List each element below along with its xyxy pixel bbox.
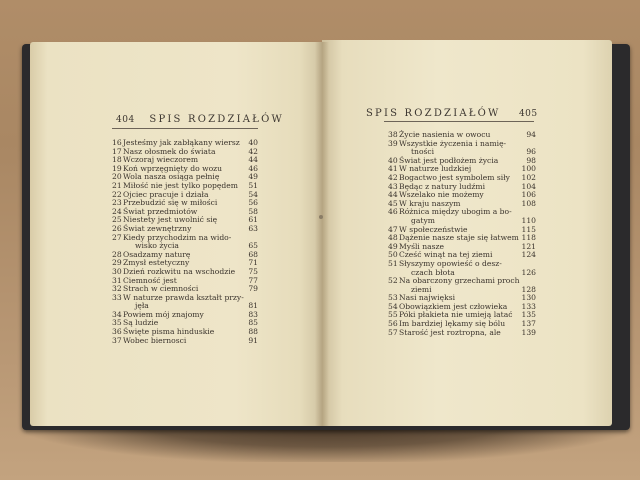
toc-entry-page: 79 xyxy=(248,284,258,294)
toc-entry-page: 77 xyxy=(248,275,258,285)
toc-entry-title: Są ludzie xyxy=(123,318,159,328)
toc-entry-page: 54 xyxy=(248,189,258,199)
toc-entry-page: 85 xyxy=(248,318,258,328)
right-toc-list xyxy=(388,131,536,337)
book-gutter xyxy=(315,42,329,426)
toc-entry-page: 51 xyxy=(248,180,258,190)
toc-entry-title: Myśli nasze xyxy=(399,241,445,251)
toc-entry-page: 106 xyxy=(521,190,536,200)
toc-entry-page: 88 xyxy=(248,327,258,337)
toc-entry-title: Niestety jest uwolnić się xyxy=(123,215,218,225)
binding-thread xyxy=(319,215,323,219)
left-toc-list xyxy=(112,139,258,345)
toc-entry-number: 20 xyxy=(112,172,122,182)
toc-entry-title: Wobec biernosci xyxy=(123,335,187,345)
toc-entry-number: 21 xyxy=(112,180,122,190)
toc-entry-number: 17 xyxy=(112,146,122,156)
toc-entry-number: 50 xyxy=(388,250,398,260)
toc-entry-number: 36 xyxy=(112,327,122,337)
toc-entry-number: 57 xyxy=(388,327,398,337)
toc-entry-page: 108 xyxy=(521,198,536,208)
toc-entry-page: 75 xyxy=(248,266,258,276)
toc-entry-title: Świat jest podłożem życia xyxy=(399,155,499,165)
toc-entry xyxy=(112,337,258,346)
toc-entry-page: 128 xyxy=(521,284,536,294)
toc-entry-title: Powiem mój znajomy xyxy=(123,309,204,319)
toc-entry-number: 23 xyxy=(112,198,122,208)
toc-entry-title: Dzień rozkwitu na wschodzie xyxy=(123,266,236,276)
toc-entry-page: 96 xyxy=(526,147,536,157)
toc-entry-title-continued: ziemi xyxy=(411,284,432,294)
right-page-title: SPIS ROZDZIAŁÓW xyxy=(366,108,501,119)
toc-entry-number: 56 xyxy=(388,319,398,329)
toc-entry-title-continued: tności xyxy=(411,147,435,157)
toc-entry-number: 48 xyxy=(388,233,398,243)
toc-entry-number: 52 xyxy=(388,276,398,286)
toc-entry-number: 16 xyxy=(112,138,122,147)
toc-entry-page: 118 xyxy=(521,233,536,243)
toc-entry-page: 61 xyxy=(248,215,258,225)
toc-entry xyxy=(112,294,258,303)
toc-entry-page: 44 xyxy=(248,155,258,165)
toc-entry-page: 63 xyxy=(248,223,258,233)
right-page-header xyxy=(366,108,538,119)
toc-entry-page: 46 xyxy=(248,163,258,173)
toc-entry-title: W naturze ludzkiej xyxy=(399,164,472,174)
toc-entry-number: 41 xyxy=(388,164,398,174)
toc-entry-title: Obowiązkiem jest człowieka xyxy=(399,301,508,311)
toc-entry-number: 54 xyxy=(388,301,398,311)
left-page-number: 404 xyxy=(116,115,135,125)
toc-entry-page: 81 xyxy=(248,301,258,311)
toc-entry-number: 40 xyxy=(388,155,398,165)
toc-entry-number: 55 xyxy=(388,310,398,320)
toc-entry-number: 25 xyxy=(112,215,122,225)
toc-entry xyxy=(112,234,258,243)
toc-entry-number: 29 xyxy=(112,258,122,268)
toc-entry-page: 126 xyxy=(521,267,536,277)
toc-entry-number: 34 xyxy=(112,309,122,319)
toc-entry-number: 33 xyxy=(112,292,122,302)
toc-entry-title: Ojciec pracuje i działa xyxy=(123,189,209,199)
toc-entry-number: 22 xyxy=(112,189,122,199)
toc-entry-page: 40 xyxy=(248,138,258,147)
toc-entry-title: W naturze prawda kształt przy- xyxy=(123,292,244,302)
toc-entry-page: 104 xyxy=(521,181,536,191)
toc-entry-number: 19 xyxy=(112,163,122,173)
toc-entry-title: Bogactwo jest symbolem siły xyxy=(399,172,510,182)
left-header-rule xyxy=(112,128,258,129)
toc-entry-number: 18 xyxy=(112,155,122,165)
toc-entry-title-continued: czach błota xyxy=(411,267,455,277)
toc-entry-title: Świat przedmiotów xyxy=(123,206,198,216)
toc-entry-title: W kraju naszym xyxy=(399,198,461,208)
toc-entry-number: 37 xyxy=(112,335,122,345)
toc-entry-number: 43 xyxy=(388,181,398,191)
toc-entry-number: 46 xyxy=(388,207,398,217)
toc-entry-number: 32 xyxy=(112,284,122,294)
toc-entry-title: Święte pisma hinduskie xyxy=(123,327,215,337)
toc-entry-page: 71 xyxy=(248,258,258,268)
toc-entry-page: 94 xyxy=(526,130,536,139)
toc-entry-title: Nasi najwięksi xyxy=(399,293,456,303)
toc-entry-title: Wczoraj wieczorem xyxy=(123,155,199,165)
toc-entry-title-continued: gatym xyxy=(411,215,435,225)
toc-entry-page: 65 xyxy=(248,241,258,251)
toc-entry-number: 45 xyxy=(388,198,398,208)
toc-entry-title: Miłość nie jest tylko popędem xyxy=(123,180,238,190)
toc-entry-page: 49 xyxy=(248,172,258,182)
toc-entry-number: 35 xyxy=(112,318,122,328)
toc-entry-title: Będąc z natury ludźmi xyxy=(399,181,486,191)
toc-entry-page: 121 xyxy=(521,241,536,251)
toc-entry-title: Jesteśmy jak zabłąkany wiersz xyxy=(123,138,240,147)
toc-entry-number: 26 xyxy=(112,223,122,233)
toc-entry-title: Kiedy przychodzim na wido- xyxy=(123,232,232,242)
toc-entry-number: 44 xyxy=(388,190,398,200)
toc-entry-title: Świat zewnętrzny xyxy=(123,223,192,233)
toc-entry-title: Na obarczony grzechami proch xyxy=(399,276,520,286)
toc-entry-number: 51 xyxy=(388,258,398,268)
toc-entry-title: Strach w ciemności xyxy=(123,284,199,294)
toc-entry-title-continued: wisko życia xyxy=(135,241,179,251)
toc-entry-title: Słyszymy opowieść o desz- xyxy=(399,258,502,268)
toc-entry-number: 38 xyxy=(388,130,398,139)
toc-entry-title: Póki płakieta nie umieją latać xyxy=(399,310,513,320)
toc-entry-title: Przebudzić się w miłości xyxy=(123,198,218,208)
toc-entry-page: 83 xyxy=(248,309,258,319)
toc-entry-page: 130 xyxy=(521,293,536,303)
left-page-title: SPIS ROZDZIAŁÓW xyxy=(149,114,284,125)
toc-entry-page: 133 xyxy=(521,301,536,311)
toc-entry-number: 47 xyxy=(388,224,398,234)
left-page-header xyxy=(116,114,284,125)
toc-entry-title-continued: jęła xyxy=(135,301,149,311)
toc-entry-page: 98 xyxy=(526,155,536,165)
toc-entry-number: 27 xyxy=(112,232,122,242)
toc-entry-page: 68 xyxy=(248,249,258,259)
toc-entry-page: 115 xyxy=(521,224,536,234)
toc-entry-page: 56 xyxy=(248,198,258,208)
toc-entry-title: Życie nasienia w owocu xyxy=(399,130,491,139)
toc-entry xyxy=(388,329,536,338)
toc-entry-page: 42 xyxy=(248,146,258,156)
toc-entry-title: Zmysł estetyczny xyxy=(123,258,190,268)
toc-entry-page: 124 xyxy=(521,250,536,260)
toc-entry-title: Nasz ołosmek do świata xyxy=(123,146,216,156)
toc-entry-title: Wola nasza osiąga pełnię xyxy=(123,172,220,182)
toc-entry-number: 53 xyxy=(388,293,398,303)
toc-entry-number: 24 xyxy=(112,206,122,216)
toc-entry-number: 28 xyxy=(112,249,122,259)
toc-entry-number: 30 xyxy=(112,266,122,276)
toc-entry-page: 91 xyxy=(248,335,258,345)
toc-entry-page: 100 xyxy=(521,164,536,174)
toc-entry-page: 135 xyxy=(521,310,536,320)
toc-entry-page: 58 xyxy=(248,206,258,216)
toc-entry-page: 139 xyxy=(521,327,536,337)
toc-entry-title: Dążenie nasze staje się łatwem xyxy=(399,233,519,243)
right-page-number: 405 xyxy=(518,109,538,119)
toc-entry-title: W społeczeństwie xyxy=(399,224,468,234)
toc-entry-title: Różnica między ubogim a bo- xyxy=(399,207,512,217)
toc-entry-number: 31 xyxy=(112,275,122,285)
toc-entry-title: Koń wprzęgnięty do wozu xyxy=(123,163,223,173)
toc-entry-title: Starość jest roztropna, ale xyxy=(399,327,501,337)
toc-entry-page: 102 xyxy=(521,172,536,182)
toc-entry-title: Im bardziej lękamy się bólu xyxy=(399,319,506,329)
toc-entry-title: Wszystkie życzenia i namię- xyxy=(399,138,507,148)
toc-entry-title: Cześć winąt na tej ziemi xyxy=(399,250,493,260)
toc-entry-page: 137 xyxy=(521,319,536,329)
toc-entry-title: Ciemność jest xyxy=(123,275,177,285)
toc-entry-number: 49 xyxy=(388,241,398,251)
toc-entry-page: 110 xyxy=(521,215,536,225)
toc-entry-title: Wszelako nie możemy xyxy=(399,190,484,200)
toc-entry-number: 39 xyxy=(388,138,398,148)
toc-entry-number: 42 xyxy=(388,172,398,182)
right-header-rule xyxy=(384,121,534,122)
toc-entry-title: Osadzamy naturę xyxy=(123,249,191,259)
